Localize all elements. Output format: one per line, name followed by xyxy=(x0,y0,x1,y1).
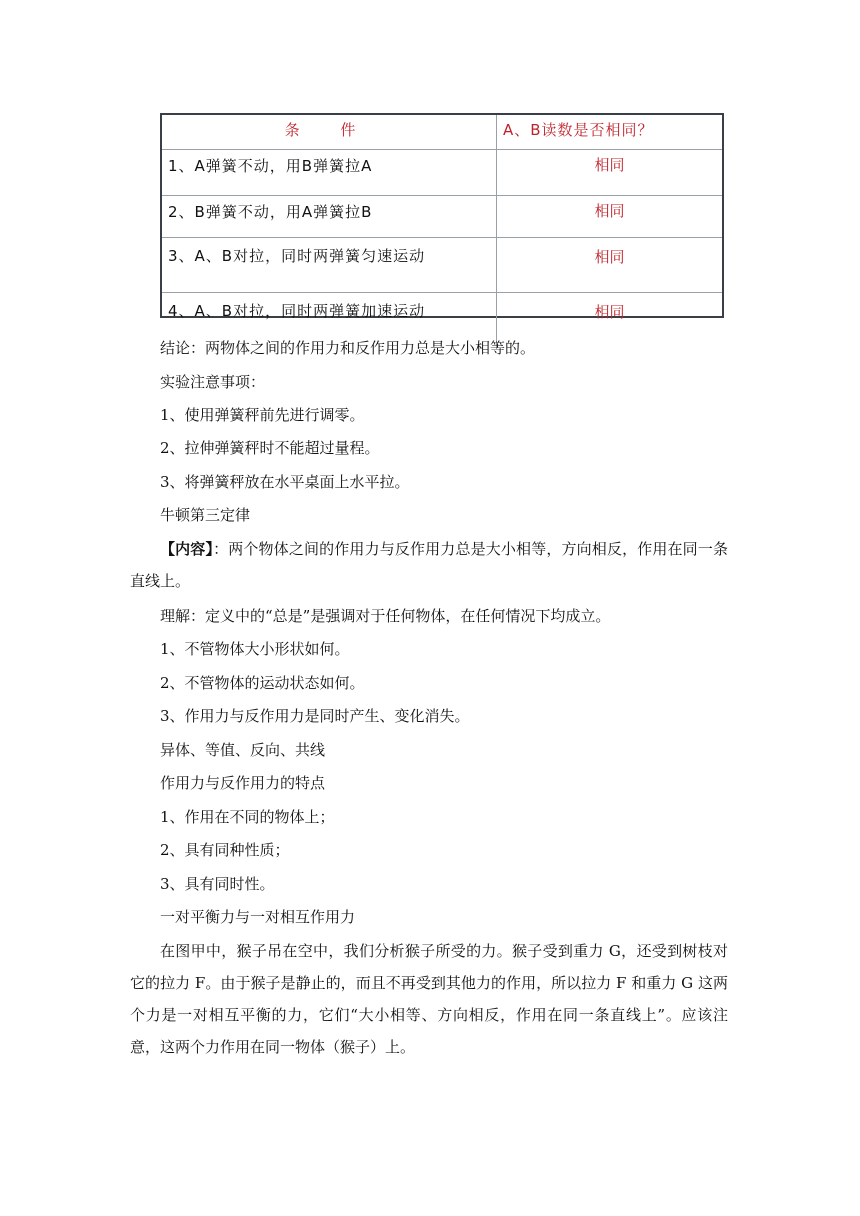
law-title: 牛顿第三定律 xyxy=(160,506,251,524)
row-result: 相同 xyxy=(497,196,723,238)
understanding-item: 3、作用力与反作用力是同时产生、变化消失。 xyxy=(160,707,470,725)
table-row xyxy=(162,150,722,196)
summary-line: 异体、等值、反向、共线 xyxy=(160,741,326,759)
row-condition: 1、A弹簧不动，用B弹簧拉A xyxy=(162,150,497,196)
balance-title: 一对平衡力与一对相互作用力 xyxy=(160,908,356,926)
table-row xyxy=(162,196,722,238)
content-text: ：两个物体之间的作用力与反作用力总是大小相等，方向相反，作用在同一条直线上。 xyxy=(130,540,728,590)
header-condition: 条 件 xyxy=(162,115,497,150)
conclusion-line: 结论：两物体之间的作用力和反作用力总是大小相等的。 xyxy=(160,339,536,357)
content-label: 【内容】 xyxy=(160,540,214,558)
understanding-line: 理解：定义中的“总是”是强调对于任何物体，在任何情况下均成立。 xyxy=(160,607,611,625)
table-header-row xyxy=(162,115,722,150)
row-condition: 4、A、B对拉，同时两弹簧加速运动 xyxy=(162,293,497,350)
row-result: 相同 xyxy=(497,238,723,293)
experiment-table xyxy=(160,113,724,321)
note-item: 2、拉伸弹簧秤时不能超过量程。 xyxy=(160,439,380,457)
row-result: 相同 xyxy=(497,293,723,350)
final-paragraph: 在图甲中，猴子吊在空中，我们分析猴子所受的力。猴子受到重力 G，还受到树枝对它的拉力 F。由于猴子是静止的，而且不再受到其他力的作用，所以拉力 F 和重力 G 这两个力是一对相互平衡的力，它们“大小相等、方向相反，作用在同一条直线上”。应该注意，这两个力作用在同一物体（猴子）上。 xyxy=(130,942,728,1056)
table-row xyxy=(162,238,722,293)
header-question: A、B读数是否相同？ xyxy=(497,115,723,150)
row-condition: 2、B弹簧不动，用A弹簧拉B xyxy=(162,196,497,238)
feature-item: 3、具有同时性。 xyxy=(160,875,275,893)
row-condition: 3、A、B对拉，同时两弹簧匀速运动 xyxy=(162,238,497,293)
understanding-item: 1、不管物体大小形状如何。 xyxy=(160,640,350,658)
feature-item: 1、作用在不同的物体上； xyxy=(160,808,335,826)
understanding-item: 2、不管物体的运动状态如何。 xyxy=(160,674,365,692)
content-paragraph xyxy=(130,533,728,597)
conditions-table xyxy=(162,115,722,349)
feature-item: 2、具有同种性质； xyxy=(160,841,290,859)
notes-title: 实验注意事项： xyxy=(160,373,266,391)
row-result: 相同 xyxy=(497,150,723,196)
note-item: 1、使用弹簧秤前先进行调零。 xyxy=(160,406,365,424)
features-title: 作用力与反作用力的特点 xyxy=(160,774,326,792)
note-item: 3、将弹簧秤放在水平桌面上水平拉。 xyxy=(160,473,410,491)
